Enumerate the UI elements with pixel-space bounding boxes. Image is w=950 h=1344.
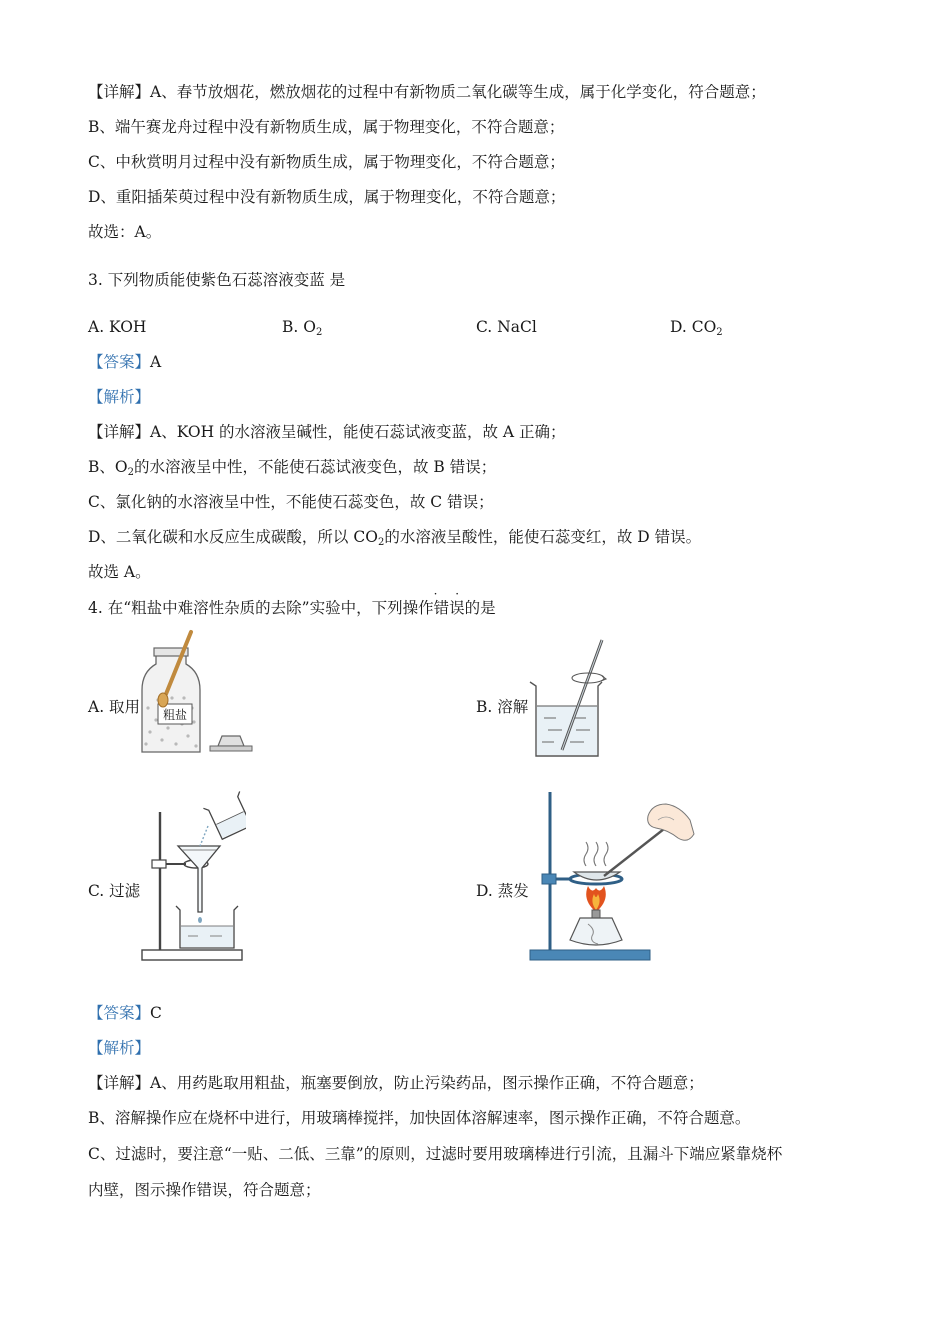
q4-stem: 4. 在“粗盐中难溶性杂质的去除”实验中，下列操作 · · 错误的是	[88, 587, 496, 617]
q2-detail-a: 【详解】A、春节放烟花，燃放烟花的过程中有新物质二氧化碳等生成，属于化学变化，符合题意；	[88, 83, 766, 101]
q4-detail-b: B、溶解操作应在烧杯中进行，用玻璃棒搅拌，加快固体溶解速率，图示操作正确，不符合题意。	[88, 1109, 751, 1127]
q4-detail-a: 【详解】A、用药匙取用粗盐，瓶塞要倒放，防止污染药品，图示操作正确，不符合题意；	[88, 1074, 704, 1092]
q3-option-c: C. NaCl	[476, 318, 537, 336]
q4-detail-c1: C、过滤时，要注意“一贴、二低、三靠”的原则，过滤时要用玻璃棒进行引流，且漏斗下端应紧靠烧杯	[88, 1145, 783, 1163]
q3-option-b: B. $O_2$	[282, 318, 323, 338]
q3-option-a: A. KOH	[88, 318, 147, 336]
q3-analysis-tag: 【解析】	[88, 388, 151, 406]
q4-detail-c2: 内壁，图示操作错误，符合题意；	[88, 1181, 321, 1199]
filtration-figure	[138, 788, 246, 964]
q4-fig-c-label: C. 过滤	[88, 882, 141, 900]
jar-label-text: 粗盐	[162, 708, 188, 722]
q4-stem-emphasis: · · 错误	[433, 587, 467, 617]
q3-answer: 【答案】A	[88, 353, 162, 371]
q3-option-d: D. $CO_2$	[670, 318, 723, 338]
q4-fig-d-label: D. 蒸发	[476, 882, 529, 900]
q4-analysis-tag: 【解析】	[88, 1039, 151, 1057]
q4-fig-b-label: B. 溶解	[476, 698, 529, 716]
q4-fig-a-label: A. 取用	[88, 698, 141, 716]
q3-detail-a: 【详解】A、KOH 的水溶液呈碱性，能使石蕊试液变蓝，故 A 正确；	[88, 423, 566, 441]
q3-stem: 3. 下列物质能使紫色石蕊溶液变蓝 是	[88, 271, 346, 289]
q3-detail-d: D、二氧化碳和水反应生成碳酸，所以 $CO_2$的水溶液呈酸性，能使石蕊变红，故 D 错误。	[88, 528, 702, 548]
q4-answer: 【答案】C	[88, 1004, 162, 1022]
q2-detail-d: D、重阳插茱萸过程中没有新物质生成，属于物理变化，不符合题意；	[88, 188, 566, 206]
q3-choice: 故选 A。	[88, 563, 151, 581]
reagent-jar-figure	[136, 628, 278, 760]
dissolving-beaker-figure	[526, 636, 612, 760]
q2-detail-b: B、端午赛龙舟过程中没有新物质生成，属于物理变化，不符合题意；	[88, 118, 565, 136]
q2-detail-c: C、中秋赏明月过程中没有新物质生成，属于物理变化，不符合题意；	[88, 153, 565, 171]
q3-detail-c: C、氯化钠的水溶液呈中性，不能使石蕊变色，故 C 错误；	[88, 493, 494, 511]
q2-choice: 故选：A。	[88, 223, 162, 241]
q3-detail-b: B、$O_2$的水溶液呈中性，不能使石蕊试液变色，故 B 错误；	[88, 458, 497, 478]
evaporation-figure	[528, 790, 698, 964]
